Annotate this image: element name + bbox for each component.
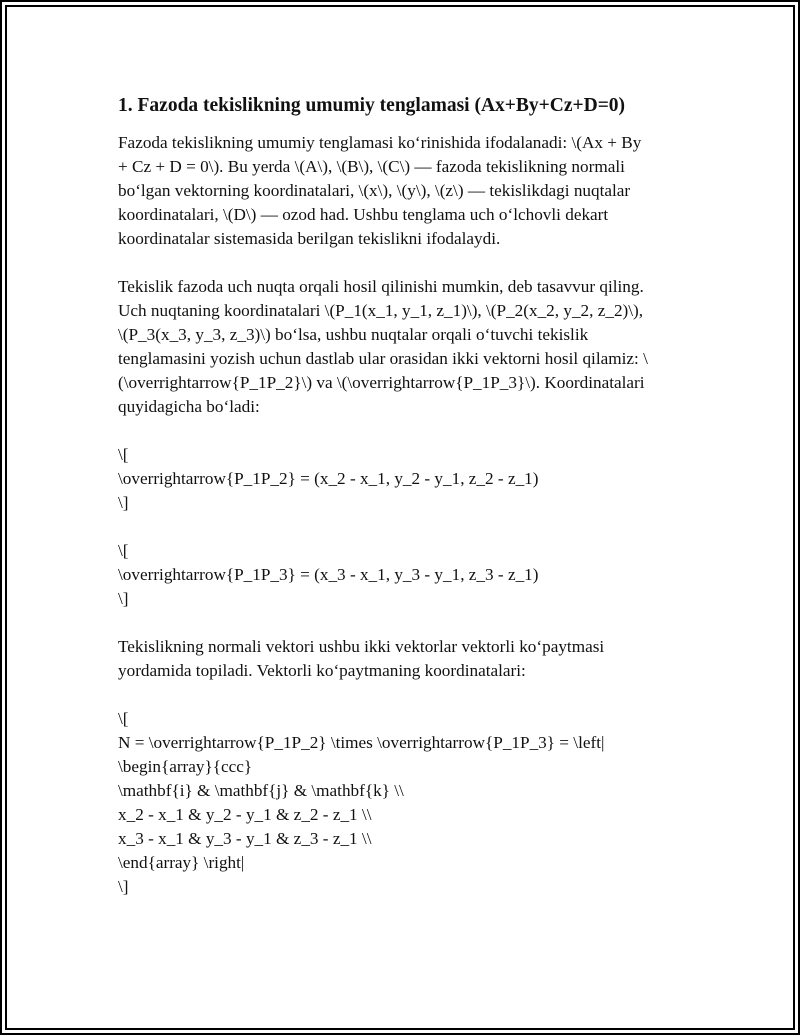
- text-line: Tekislikning normali vektori ushbu ikki vektorlar vektorli ko‘paytmasi: [118, 637, 605, 656]
- text-line: Tekislik fazoda uch nuqta orqali hosil qilinishi mumkin, deb tasavvur qiling.: [118, 277, 644, 296]
- paragraph: [118, 131, 698, 251]
- text-line: \overrightarrow{P_1P_2} = (x_2 - x_1, y_2 - y_1, z_2 - z_1): [118, 469, 539, 488]
- text-line: quyidagicha bo‘ladi:: [118, 397, 260, 416]
- text-line: \begin{array}{ccc}: [118, 757, 253, 776]
- text-line: (\overrightarrow{P_1P_2}\) va \(\overrightarrow{P_1P_3}\). Koordinatalari: [118, 373, 645, 392]
- text-line: \(P_3(x_3, y_3, z_3)\) bo‘lsa, ushbu nuqtalar orqali o‘tuvchi tekislik: [118, 325, 589, 344]
- text-line: bo‘lgan vektorning koordinatalari, \(x\), \(y\), \(z\) — tekislikdagi nuqtalar: [118, 181, 631, 200]
- text-line: \[: [118, 709, 129, 728]
- text-line: + Cz + D = 0\). Bu yerda \(A\), \(B\), \(C\) — fazoda tekislikning normali: [118, 157, 625, 176]
- paragraph-gap: [118, 611, 698, 635]
- text-line: \]: [118, 877, 129, 896]
- text-line: tenglamasini yozish uchun dastlab ular orasidan ikki vektorni hosil qilamiz: \: [118, 349, 648, 368]
- text-line: \[: [118, 445, 129, 464]
- paragraph: [118, 443, 698, 515]
- paragraph-gap: [118, 419, 698, 443]
- text-line: koordinatalari, \(D\) — ozod had. Ushbu tenglama uch o‘lchovli dekart: [118, 205, 609, 224]
- text-line: Uch nuqtaning koordinatalari \(P_1(x_1, y_1, z_1)\), \(P_2(x_2, y_2, z_2)\),: [118, 301, 644, 320]
- text-line: \mathbf{i} & \mathbf{j} & \mathbf{k} \\: [118, 781, 404, 800]
- text-line: \]: [118, 493, 129, 512]
- text-line: \overrightarrow{P_1P_3} = (x_3 - x_1, y_3 - y_1, z_3 - z_1): [118, 565, 539, 584]
- paragraph-gap: [118, 251, 698, 275]
- text-line: koordinatalar sistemasida berilgan tekislikni ifodalaydi.: [118, 229, 501, 248]
- text-line: \]: [118, 589, 129, 608]
- paragraph-gap: [118, 515, 698, 539]
- text-line: \[: [118, 541, 129, 560]
- document-body: [118, 131, 698, 899]
- paragraph-gap: [118, 683, 698, 707]
- paragraph: [118, 539, 698, 611]
- text-line: N = \overrightarrow{P_1P_2} \times \overrightarrow{P_1P_3} = \left|: [118, 733, 605, 752]
- paragraph: [118, 275, 698, 419]
- text-line: Fazoda tekislikning umumiy tenglamasi ko‘rinishida ifodalanadi: \(Ax + By: [118, 133, 642, 152]
- paragraph: [118, 707, 698, 899]
- text-line: yordamida topiladi. Vektorli ko‘paytmaning koordinatalari:: [118, 661, 526, 680]
- section-heading: 1. Fazoda tekislikning umumiy tenglamasi (Ax+By+Cz+D=0): [118, 95, 626, 116]
- paragraph: [118, 635, 698, 683]
- document-content: [118, 93, 698, 899]
- text-line: \end{array} \right|: [118, 853, 245, 872]
- text-line: x_2 - x_1 & y_2 - y_1 & z_2 - z_1 \\: [118, 805, 372, 824]
- text-line: x_3 - x_1 & y_3 - y_1 & z_3 - z_1 \\: [118, 829, 372, 848]
